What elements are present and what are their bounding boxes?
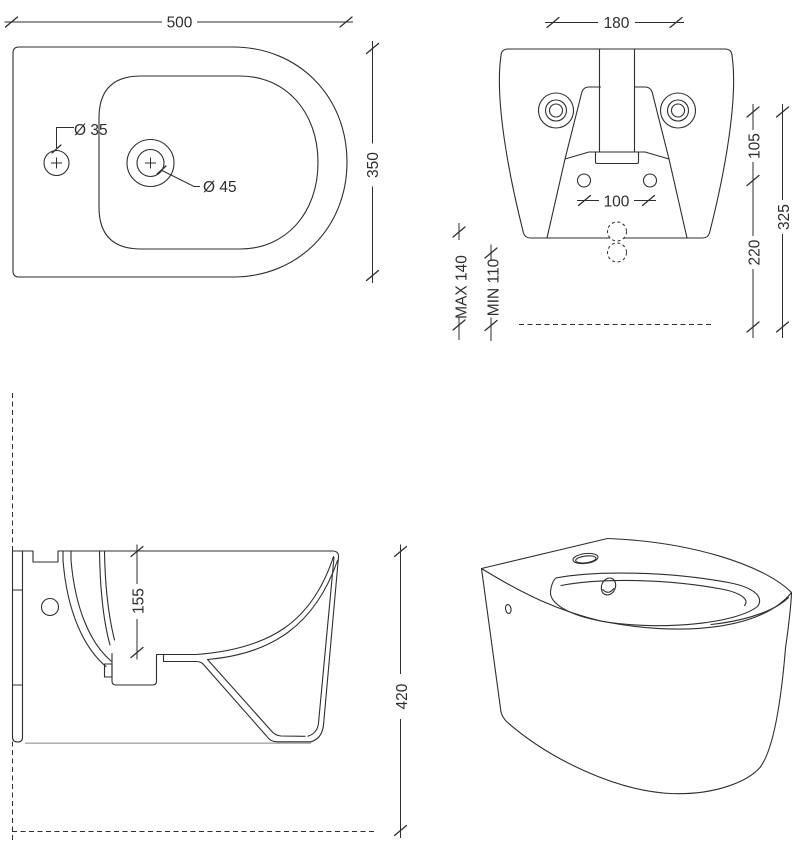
dim-label-total-height: 325 [776, 204, 793, 230]
outlet-min-position [608, 243, 627, 262]
section-underside [164, 662, 312, 742]
wall-flange-bar [13, 551, 23, 742]
section-view [12, 393, 411, 842]
label-drain-hole: Ø 45 [203, 179, 237, 196]
dim-label-length: 500 [166, 14, 193, 32]
dim-label-bowl-depth: 155 [130, 588, 148, 614]
back-fixing-hole [42, 599, 59, 616]
dim-label-fixing-span: 100 [603, 193, 630, 211]
dim-label-lower-offset: 220 [746, 239, 764, 266]
perspective-view [482, 539, 792, 794]
dim-label-depth: 350 [365, 152, 382, 178]
rear-view [453, 15, 793, 341]
tap-hole-3d [572, 552, 598, 565]
dim-label-outlet-min: MIN 110 [485, 258, 503, 317]
dim-label-rear-width: 180 [603, 15, 630, 32]
dim-label-upper-offset: 105 [746, 133, 764, 159]
body-silhouette [482, 569, 792, 794]
plan-view [5, 15, 383, 284]
leader-tap-hole [57, 128, 75, 149]
section-outer-profile [23, 551, 339, 742]
bowl-curve-inner [208, 561, 338, 660]
side-hole-3d [505, 604, 512, 614]
drain-trap [112, 654, 157, 686]
fixing-hole-left [578, 174, 591, 187]
basin-inner-lip [561, 580, 746, 605]
dim-label-outlet-max: MAX 140 [453, 255, 471, 319]
rim-far-edge [608, 539, 792, 593]
overflow-hole-3d [599, 576, 618, 597]
dim-label-mount-height: 420 [394, 683, 411, 710]
fixing-hole-right [644, 174, 657, 187]
bowl-curve-outer [196, 557, 334, 655]
label-tap-hole: Ø 35 [74, 122, 108, 139]
outlet-max-position [608, 222, 627, 241]
